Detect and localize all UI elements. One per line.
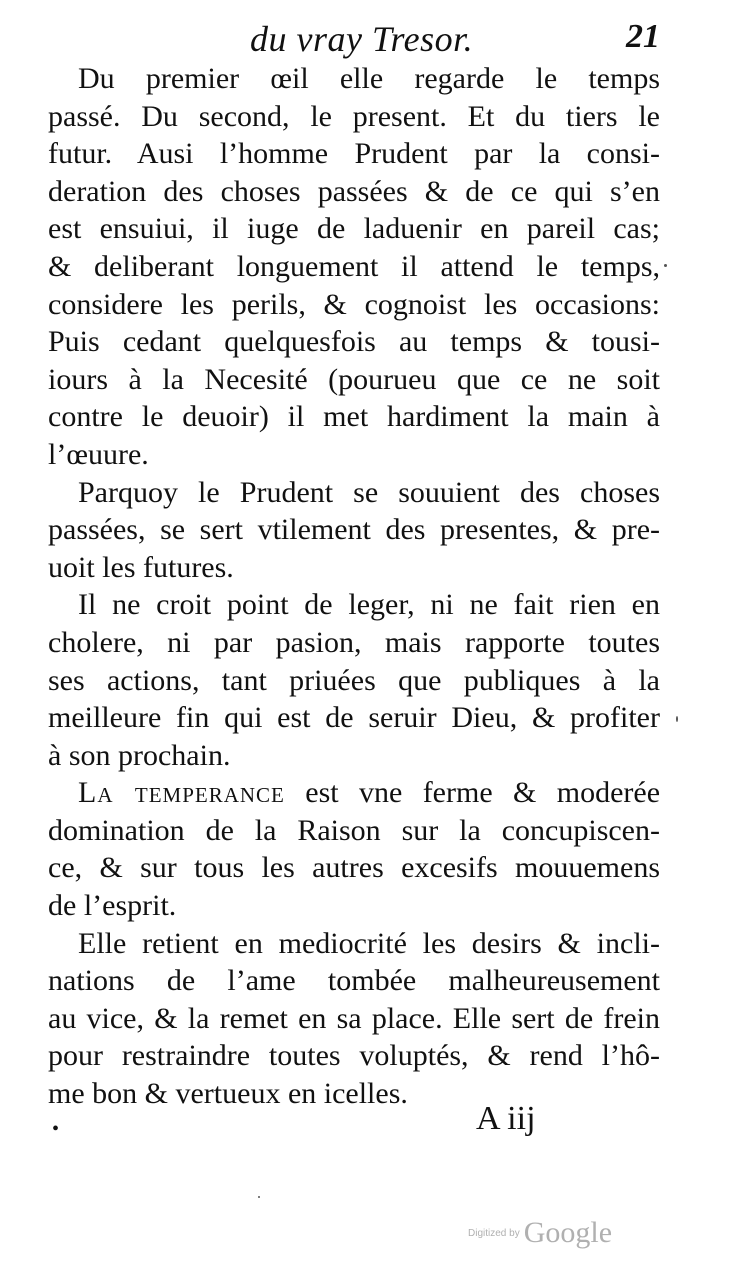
text-line: ses actions, tant priuées que publiques à la [48,663,660,697]
text-line: Du premier œil elle regarde le temps [78,62,660,95]
text-line: Il ne croit point de leger, ni ne fait rien en [78,588,660,622]
small-caps-heading: La temperance [78,776,285,810]
text-line: est ensuiui, il iuge de laduenir en pareil cas; [48,212,660,246]
text-line: au vice, & la remet en sa place. Elle sert de frein [48,1001,660,1035]
text-line: iours à la Necesité (pourueu que ce ne soit [48,362,660,396]
text-line: passées, se sert vtilement des presentes, & pre- [48,513,660,547]
text-line: contre le deuoir) il met hardiment la main à [48,400,660,434]
text-line-rest: est vne ferme & moderée [305,776,661,810]
watermark-small-text: Digitized by [468,1227,520,1239]
page-header [0,18,755,62]
ink-speck [676,716,678,722]
text-line: à son prochain. [48,738,231,772]
text-line: meilleure fin qui est de seruir Dieu, & profiter [48,701,660,735]
text-line: cholere, ni par pasion, mais rapporte toutes [48,625,660,659]
text-line: Elle retient en mediocrité les desirs & incli- [78,926,660,960]
text-line: passé. Du second, le present. Et du tiers le [48,99,660,133]
text-line: deration des choses passées & de ce qui s’en [48,174,660,208]
text-line: nations de l’ame tombée malheureusement [48,964,660,998]
text-line [48,774,660,812]
text-line: futur. Ausi l’homme Prudent par la consi- [48,137,660,171]
page-number: 21 [626,18,660,55]
ink-speck [258,1196,260,1198]
text-line: Puis cedant quelquesfois au temps & tousi- [48,325,660,359]
text-line: ce, & sur tous les autres excesifs mouuemens [48,851,660,885]
watermark-logo-text: Google [523,1216,613,1249]
page-footer [0,1100,755,1150]
text-line: domination de la Raison sur la concupiscen- [48,813,660,847]
text-line: me bon & vertueux en icelles. [48,1077,408,1111]
signature-mark: A iij [476,1100,536,1137]
ink-speck [664,264,667,267]
body-text [48,60,660,1113]
digitized-watermark [468,1216,612,1250]
text-line: considere les perils, & cognoist les occasions: [48,287,660,321]
bullet-mark: • [52,1118,60,1140]
text-line: & deliberant longuement il attend le temps, [48,249,660,283]
text-line: l’œuure. [48,437,149,471]
text-line: Parquoy le Prudent se souuient des choses [78,475,660,509]
running-title: du vray Tresor. [250,19,474,59]
text-line: uoit les futures. [48,550,234,584]
text-line: de l’esprit. [48,889,177,923]
text-line: pour restraindre toutes voluptés, & rend l’hô- [48,1039,660,1073]
